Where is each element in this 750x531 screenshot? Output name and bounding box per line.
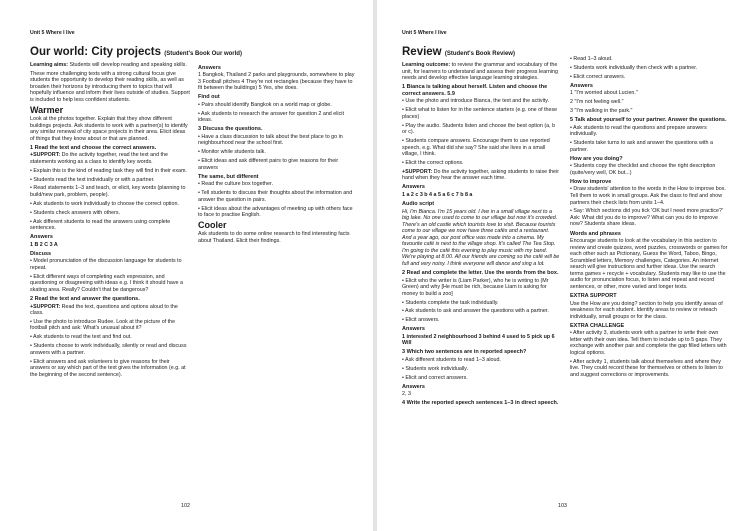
right-page	[377, 0, 750, 531]
paragraph-text: • Ask students to read the questions and prepare answers individually.	[570, 124, 707, 138]
paragraph-text: • Elicit and correct answers.	[402, 374, 468, 381]
paragraph-text: • Ask different students to read 1–3 aloud.	[402, 357, 501, 364]
paragraph-text: • Students take turns to ask and answer the questions with a partner.	[570, 140, 713, 153]
activity-heading: Answers	[402, 184, 425, 191]
lead-label: Learning outcome:	[402, 62, 451, 68]
paragraph	[570, 90, 730, 97]
unit-header: Unit 5 Where I live	[30, 30, 75, 36]
paragraph-text: • Students copy the checklist and choose the right description (quite/very well, OK but...)	[570, 163, 716, 176]
paragraph	[402, 391, 560, 398]
bullet-item	[570, 208, 730, 228]
activity-heading: Find out	[198, 94, 220, 101]
bullet-item	[198, 190, 356, 203]
page-number: 102	[181, 503, 190, 509]
bullet-item	[30, 359, 190, 379]
title-text: Review	[402, 46, 442, 58]
bullet-item	[30, 343, 190, 356]
lead-label: Learning aims:	[30, 62, 69, 68]
paragraph-text: • Say: Which sections did you tick 'OK but I need more practice?' Ask: What did you do to improve? What can you do to improve now? Students share ideas.	[570, 208, 724, 228]
bullet-item	[570, 74, 730, 81]
paragraph-text: • Elicit ideas about the advantages of meeting up with others face to face to practise English.	[198, 205, 353, 219]
paragraph-text: 1 interested 2 neighbourhood 3 behind 4 used to 5 pick up 6 Will	[402, 333, 555, 347]
bullet-item	[30, 201, 190, 208]
bullet-item	[402, 278, 560, 298]
paragraph-text: • Read statements 1–3 and teach, or elicit, key words (planning to build/new park, problem, people).	[30, 185, 186, 199]
paragraph-text: 1 Bangkok, Thailand 2 parks and playgrounds, somewhere to play 3 Football pitches 4 They're not rectangles (because they have to fit between the buildings) 5 Yes, she does.	[198, 72, 355, 92]
activity-heading: 2 Read the text and answer the questions.	[30, 295, 140, 302]
paragraph-text: • Ask students to work individually to choose the correct option.	[30, 200, 179, 207]
bullet-item	[570, 56, 730, 63]
paragraph-text: • Have a class discussion to talk about the best place to go in neighbourhood near the school first.	[198, 133, 343, 147]
paragraph-text: • Tell students to discuss their thoughts about the information and answer the question in pairs.	[198, 190, 353, 203]
paragraph-text: • Ask students to research the answer for question 2 and elicit ideas.	[198, 110, 344, 124]
paragraph-text: • Elicit ideas and ask different pairs to give reasons for their answers	[198, 158, 339, 171]
bullet-item	[198, 111, 356, 124]
activity-heading: How are you doing?	[570, 155, 623, 162]
paragraph-text: Use the How are you doing? section to help you identify areas of weakness for each student. Identify areas to review or reteach individually, small groups or for the class.	[570, 300, 723, 320]
paragraph-text: Ask students to do some online research to find interesting facts about Thailand. Elicit their findings.	[198, 231, 350, 244]
paragraph-text: • Students complete the task individually.	[402, 299, 499, 306]
activity-heading: 5 Talk about yourself to your partner. Answer the questions.	[570, 117, 727, 124]
left-page-column-2	[198, 62, 356, 247]
paragraph-text: • Elicit who the writer is (Liam Parker), who he is writing to (Mr Green) and why [He must be rich, because Liam is asking for money to build a zoo]	[402, 277, 549, 297]
paragraph-text: Look at the photos together. Explain that they show different buildings projects. Ask students to work with a partner(s) to identify any similar renewal of city space projects in their area. Elicit ideas of things that they know about or that are planned.	[30, 116, 188, 142]
bullet-item	[30, 258, 190, 271]
bullet-item	[30, 219, 190, 232]
bullet-item	[402, 98, 560, 105]
activity-heading: Answers	[402, 326, 425, 333]
bullet-item	[30, 177, 190, 184]
bullet-item	[198, 134, 356, 147]
activity-heading: 3 Which two sentences are in reported speech?	[402, 349, 527, 356]
bullet-item	[402, 308, 560, 315]
bullet-item	[402, 123, 560, 136]
right-page-column-2	[570, 56, 730, 381]
lead-label: +SUPPORT:	[30, 303, 61, 310]
paragraph-text: • Read 1–3 aloud.	[570, 56, 613, 62]
activity-heading: 2 Read and complete the letter. Use the words from the box.	[402, 269, 559, 276]
paragraph-text: Do the activity together, asking students to raise their hand when they hear the answer each time.	[402, 168, 559, 182]
bullet-item	[30, 210, 190, 217]
paragraph-text: • Play the audio. Students listen and choose the best option (a, b or c).	[402, 122, 556, 136]
paragraph-text: 1 a 2 c 3 b 4 a 5 a 6 c 7 b 8 a	[402, 191, 473, 198]
answers-line	[402, 334, 560, 347]
paragraph-text: 2 "I'm not feeling well."	[570, 99, 624, 106]
activity-heading: Discuss	[30, 250, 52, 257]
activity-heading: Audio script	[402, 200, 435, 207]
paragraph-text: • After activity 3, students work with a partner to write their own letter with their own idea. Tell them to include up to 5 gaps. They exchange with another pair and complete the gap filled letters with logical options.	[570, 330, 727, 356]
paragraph-text: • Students work individually then check with a partner.	[570, 64, 698, 71]
paragraph-text: Encourage students to look at the vocabulary in this section to review and create quizzes, word puzzles, crosswords or games for each other such as Pictionary, Guess the Word, Taboo, Bingo, Scrambled letters, Memory challenges, Categories. An internet search will give instructions and further ideas. Use the search terms games + recycle + vocabulary. Students may like to use the audio for pronunciation focus, to listen and repeat and record sentences, or other, more varied and longer texts.	[570, 238, 728, 290]
paragraph-text: • Elicit what to listen for in the sentence starters (e.g. one of these places)	[402, 107, 558, 120]
paragraph-text: • Ask different students to read the answers using complete sentences.	[30, 218, 171, 232]
paragraph	[30, 304, 190, 317]
bullet-item	[570, 65, 730, 72]
activity-heading: The same, but different	[198, 173, 259, 180]
paragraph-text: • Students compare answers. Encourage them to use reported speech, e.g. What did she say? She said she lives in a small village, I think.	[402, 137, 550, 158]
paragraph	[30, 116, 190, 142]
bullet-item	[402, 317, 560, 324]
paragraph	[30, 152, 190, 165]
paragraph-text: • Explain this is the kind of reading task they will find in their exam.	[30, 167, 187, 174]
activity-heading: 1 Read the text and choose the correct answers.	[30, 144, 157, 151]
activity-heading: How to improve	[570, 178, 612, 185]
unit-header: Unit 5 Where I live	[402, 30, 447, 36]
paragraph-text: • Draw students' attention to the words in the How to improve box. Tell them to work in small groups. Ask the class to find and show partners their check lists from units 1–4.	[570, 186, 726, 206]
paragraph-text: • After activity 1, students talk about themselves and where they live. They could record these for themselves or others to listen to and suggest corrections or improvements.	[570, 358, 723, 378]
paragraph-text: to review the grammar and vocabulary of the unit, for learners to understand and assess their progress learning needs and develop effective language learning strategies.	[402, 62, 558, 82]
activity-heading: 1 Bianca is talking about herself. Listen and choose the correct answers. 5.9	[402, 84, 548, 97]
activity-heading: Answers	[402, 383, 425, 390]
paragraph-text: • Read the culture box together.	[198, 181, 273, 188]
box-heading: EXTRA CHALLENGE	[570, 322, 625, 329]
bullet-item	[570, 163, 730, 176]
paragraph-text: 3 "I'm walking in the park."	[570, 108, 633, 115]
bullet-item	[198, 149, 356, 156]
bullet-item	[570, 140, 730, 153]
answers-line	[30, 242, 190, 249]
paragraph	[402, 169, 560, 182]
bullet-item	[570, 186, 730, 206]
paragraph-text: • Monitor while students talk.	[198, 149, 266, 156]
paragraph	[30, 71, 190, 104]
paragraph-text: • Ask students to ask and answer the questions with a partner.	[402, 308, 549, 315]
bullet-item	[402, 357, 560, 364]
paragraph-text: • Pairs should identify Bangkok on a world map or globe.	[198, 101, 332, 108]
paragraph-text: • Elicit correct answers.	[570, 73, 626, 80]
paragraph-text: 2, 3	[402, 391, 411, 398]
bullet-item	[198, 158, 356, 171]
paragraph-text: • Students choose to work individually, silently or read and discuss answers with a partner.	[30, 343, 187, 356]
left-page-column-1	[30, 62, 190, 380]
bullet-item	[402, 366, 560, 373]
bullet-item	[30, 334, 190, 341]
bullet-item	[570, 359, 730, 379]
activity-heading: 4 Write the reported speech sentences 1–3 in direct speech.	[402, 400, 559, 407]
activity-heading: Answers	[30, 234, 53, 241]
title-reference: (Student's Book Our world)	[164, 51, 242, 57]
paragraph-text: • Use the photo and introduce Bianca, the text and the activity.	[402, 98, 550, 105]
bullet-item	[570, 125, 730, 138]
paragraph	[402, 62, 560, 82]
box-heading: EXTRA SUPPORT	[570, 292, 617, 299]
paragraph	[30, 62, 190, 69]
page-title	[402, 46, 515, 58]
activity-heading: Words and phrases	[570, 230, 621, 237]
paragraph-text: 1 B 2 C 3 A	[30, 241, 58, 248]
bullet-item	[198, 181, 356, 188]
right-page-column-1	[402, 62, 560, 408]
activity-heading: Answers	[198, 64, 221, 71]
paragraph-text: • Model pronunciation of the discussion language for students to repeat.	[30, 258, 182, 271]
bullet-item	[198, 102, 356, 109]
paragraph-text: • Elicit answers and ask volunteers to give reasons for their answers or say which part of the text gives the information (e.g. at the beginning of the second sentence).	[30, 358, 186, 378]
paragraph-text: Hi, I'm Bianca. I'm 15 years old. I live in a small village next to a big lake. No one used to come to our village but now it's crowded. There's an old castle which tourists love to visit. Because tourists come to our village we now have three cafés and a restaurant. And a year ago, our post office was made into a cinema. My favourite café is next to the village shop. It's called The Tea Stop. I'm going to the café this evening to play music with my band. We're playing at 8.00. All our friends are coming so the café will be full and very noisy. I think everyone will dance and sing a lot.	[402, 208, 560, 267]
paragraph	[570, 238, 730, 290]
activity-heading: 3 Discuss the questions.	[198, 126, 263, 133]
paragraph	[570, 301, 730, 321]
section-heading: Warmer	[30, 104, 64, 115]
paragraph	[570, 99, 730, 106]
paragraph-text: • Ask students to read the text and find out.	[30, 334, 132, 341]
paragraph-text: • Elicit answers.	[402, 317, 440, 324]
title-text: Our world: City projects	[30, 46, 161, 58]
paragraph-text: • Use the photo to introduce Rudee. Look at the picture of the football pitch and ask: What's unusual about it?	[30, 318, 176, 332]
paragraph-text: • Elicit the correct options.	[402, 159, 464, 166]
paragraph-text: 1 "I'm worried about Lucien."	[570, 90, 638, 97]
title-reference: (Student's Book Review)	[444, 51, 515, 57]
paragraph-text: Students will develop reading and speaking skills.	[68, 62, 187, 68]
bullet-item	[30, 168, 190, 175]
paragraph-text: • Students read the text individually or with a partner.	[30, 176, 155, 183]
paragraph	[402, 209, 560, 268]
paragraph	[570, 108, 730, 115]
bullet-item	[30, 319, 190, 332]
bullet-item	[30, 274, 190, 294]
bullet-item	[570, 330, 730, 356]
bullet-item	[30, 185, 190, 198]
activity-heading: Answers	[570, 82, 593, 89]
bullet-item	[402, 160, 560, 167]
page-title	[30, 46, 242, 58]
lead-label: +SUPPORT:	[402, 168, 433, 175]
bullet-item	[198, 206, 356, 219]
answers-line	[402, 192, 560, 199]
section-heading: Cooler	[198, 219, 227, 230]
paragraph-text: • Students check answers with others.	[30, 209, 121, 216]
bullet-item	[402, 375, 560, 382]
paragraph	[198, 231, 356, 244]
bullet-item	[402, 138, 560, 158]
paragraph	[198, 72, 356, 92]
page-number: 103	[558, 503, 567, 509]
paragraph-text: These more challenging texts with a strong cultural focus give students the opportunity to develop their reading skills, as well as broaden their horizons by introducing them to topics that will hopefully influence and inform their lives outside of studies. Support is included to help less confident students.	[30, 70, 190, 104]
paragraph-text: Read the text, questions and options aloud to the class.	[30, 303, 178, 317]
lead-label: +SUPPORT:	[30, 152, 61, 159]
bullet-item	[402, 300, 560, 307]
left-page	[0, 0, 373, 531]
bullet-item	[402, 107, 560, 120]
paragraph-text: • Students work individually.	[402, 365, 468, 372]
paragraph-text: • Elicit different ways of completing each expression, and questioning or disagreeing with ideas e.g. I think it should have a skating area. Really? Couldn't that be dangerous?	[30, 273, 183, 293]
paragraph-text: Do the activity together, read the text and the statements working as a class to identify key words.	[30, 152, 168, 165]
